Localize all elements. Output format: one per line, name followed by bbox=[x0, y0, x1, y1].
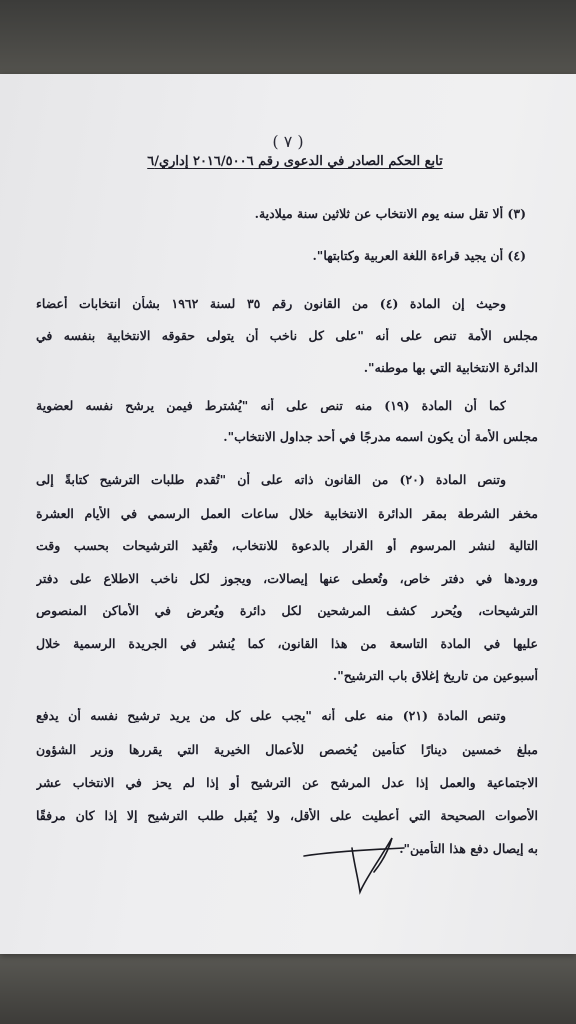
paragraph-line: مجلس الأمة أن يكون اسمه مدرجًا في أحد جداول الانتخاب". bbox=[223, 429, 538, 444]
paragraph-line: وحيث إن المادة (٤) من القانون رقم ٣٥ لسنة ١٩٦٢ بشأن انتخابات أعضاء bbox=[36, 296, 506, 311]
paragraph-line: مبلغ خمسين دينارًا كتأمين يُخصص للأعمال الخيرية التي يقررها وزير الشؤون bbox=[36, 742, 538, 757]
paragraph-line: وتنص المادة (٢١) منه على أنه "يجب على كل من يريد ترشيح نفسه أن يدفع bbox=[36, 708, 506, 723]
paragraph-line: الاجتماعية والعمل إذا عدل المرشح عن الترشيح أو إذا لم يحز في الانتخاب عشر bbox=[36, 775, 538, 790]
background-bottom bbox=[0, 950, 576, 1024]
page-number: ( ٧ ) bbox=[272, 132, 304, 151]
paragraph-line: ورودها في دفتر خاص، وتُعطى عنها إيصالات، ويجوز لكل ناخب الاطلاع على دفتر bbox=[36, 571, 538, 586]
handwritten-signature bbox=[300, 818, 410, 898]
case-title: تابع الحكم الصادر في الدعوى رقم ٢٠١٦/٥٠٠٦ إداري/٦ bbox=[147, 154, 443, 169]
paragraph-line: الترشيحات، ويُحرر كشف المرشحين لكل دائرة ويُعرض في الأماكن المنصوص bbox=[36, 603, 538, 618]
list-item: (٣) ألا تقل سنه يوم الانتخاب عن ثلاثين سنة ميلادية. bbox=[254, 206, 526, 221]
paragraph-line: عليها في المادة التاسعة من هذا القانون، كما يُنشر في الجريدة الرسمية خلال bbox=[36, 636, 538, 651]
paragraph-line: به إيصال دفع هذا التأمين". bbox=[399, 841, 538, 856]
paragraph-line: أسبوعين من تاريخ إغلاق باب الترشيح". bbox=[332, 668, 538, 683]
paragraph-line: كما أن المادة (١٩) منه تنص على أنه "يُشترط فيمن يرشح نفسه لعضوية bbox=[36, 398, 506, 413]
background-top bbox=[0, 0, 576, 80]
list-item: (٤) أن يجيد قراءة اللغة العربية وكتابتها". bbox=[312, 248, 526, 263]
paragraph-line: وتنص المادة (٢٠) من القانون ذاته على أن "تُقدم طلبات الترشيح كتابةً إلى bbox=[36, 472, 506, 487]
paragraph-line: التالية لنشر المرسوم أو القرار بالدعوة للانتخاب، وتُقيد الترشيحات بحسب وقت bbox=[36, 538, 538, 553]
paragraph-line: الأصوات الصحيحة التي أعطيت على الأقل، ولا يُقبل طلب الترشيح إلا إذا كان مرفقًا bbox=[36, 808, 538, 823]
paragraph-line: مجلس الأمة تنص على أنه "على كل ناخب أن يتولى حقوقه الانتخابية بنفسه في bbox=[36, 328, 538, 343]
paragraph-line: الدائرة الانتخابية التي بها موطنه". bbox=[363, 360, 538, 375]
paragraph-line: مخفر الشرطة بمقر الدائرة الانتخابية خلال ساعات العمل الرسمي في الأيام العشرة bbox=[36, 506, 538, 521]
